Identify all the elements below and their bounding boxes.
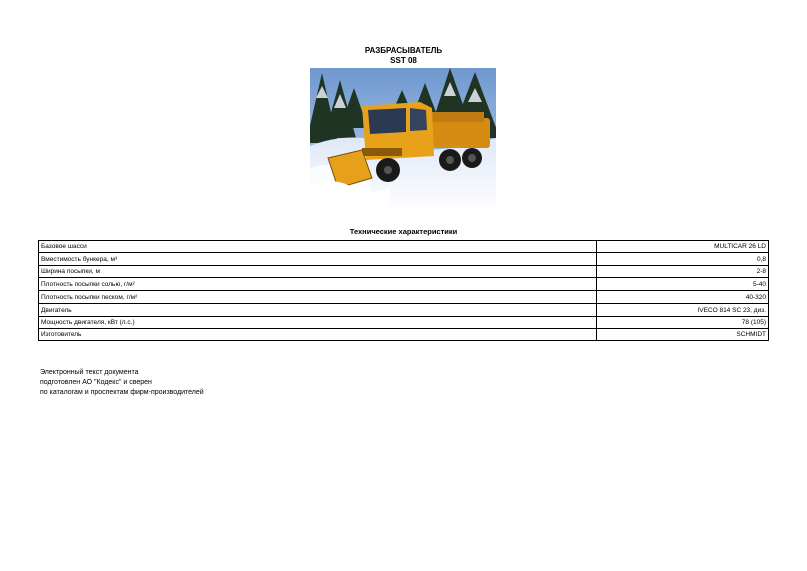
table-row bbox=[39, 253, 769, 266]
spec-value: 5-40 bbox=[597, 278, 769, 291]
table-row bbox=[39, 291, 769, 304]
spec-value: 0,8 bbox=[597, 253, 769, 266]
document-title: РАЗБРАСЫВАТЕЛЬ bbox=[364, 46, 443, 55]
vehicle-illustration bbox=[310, 68, 496, 205]
spec-name: Изготовитель bbox=[39, 329, 597, 341]
vehicle-photo bbox=[310, 68, 496, 205]
spec-value: 78 (105) bbox=[597, 317, 769, 329]
table-row bbox=[39, 266, 769, 278]
spec-value: 2-8 bbox=[597, 266, 769, 278]
spec-name: Плотность посыпки солью, г/м² bbox=[39, 278, 597, 291]
table-row bbox=[39, 304, 769, 317]
specs-title: Технические характеристики bbox=[349, 227, 458, 236]
spec-value: MULTICAR 26 LD bbox=[597, 241, 769, 253]
spec-value: 40-320 bbox=[597, 291, 769, 304]
table-row bbox=[39, 317, 769, 329]
spec-name: Вместимость бункера, м³ bbox=[39, 253, 597, 266]
footer-line: Электронный текст документа bbox=[40, 369, 139, 376]
model-name: SST 08 bbox=[390, 56, 417, 65]
table-row bbox=[39, 329, 769, 341]
spec-name: Ширина посыпки, м bbox=[39, 266, 597, 278]
footer-note bbox=[40, 368, 204, 398]
spec-name: Двигатель bbox=[39, 304, 597, 317]
table-row bbox=[39, 278, 769, 291]
specs-table bbox=[38, 240, 769, 341]
spec-value: IVECO 814 SC 23, диз. bbox=[597, 304, 769, 317]
spec-name: Мощность двигателя, кВт (л.с.) bbox=[39, 317, 597, 329]
spec-name: Плотность посыпки песком, г/м² bbox=[39, 291, 597, 304]
table-row bbox=[39, 241, 769, 253]
footer-line: подготовлен АО "Кодекс" и сверен bbox=[40, 379, 152, 386]
spec-value: SCHMIDT bbox=[597, 329, 769, 341]
footer-line: по каталогам и проспектам фирм-производителей bbox=[40, 389, 204, 396]
spec-name: Базовое шасси bbox=[39, 241, 597, 253]
